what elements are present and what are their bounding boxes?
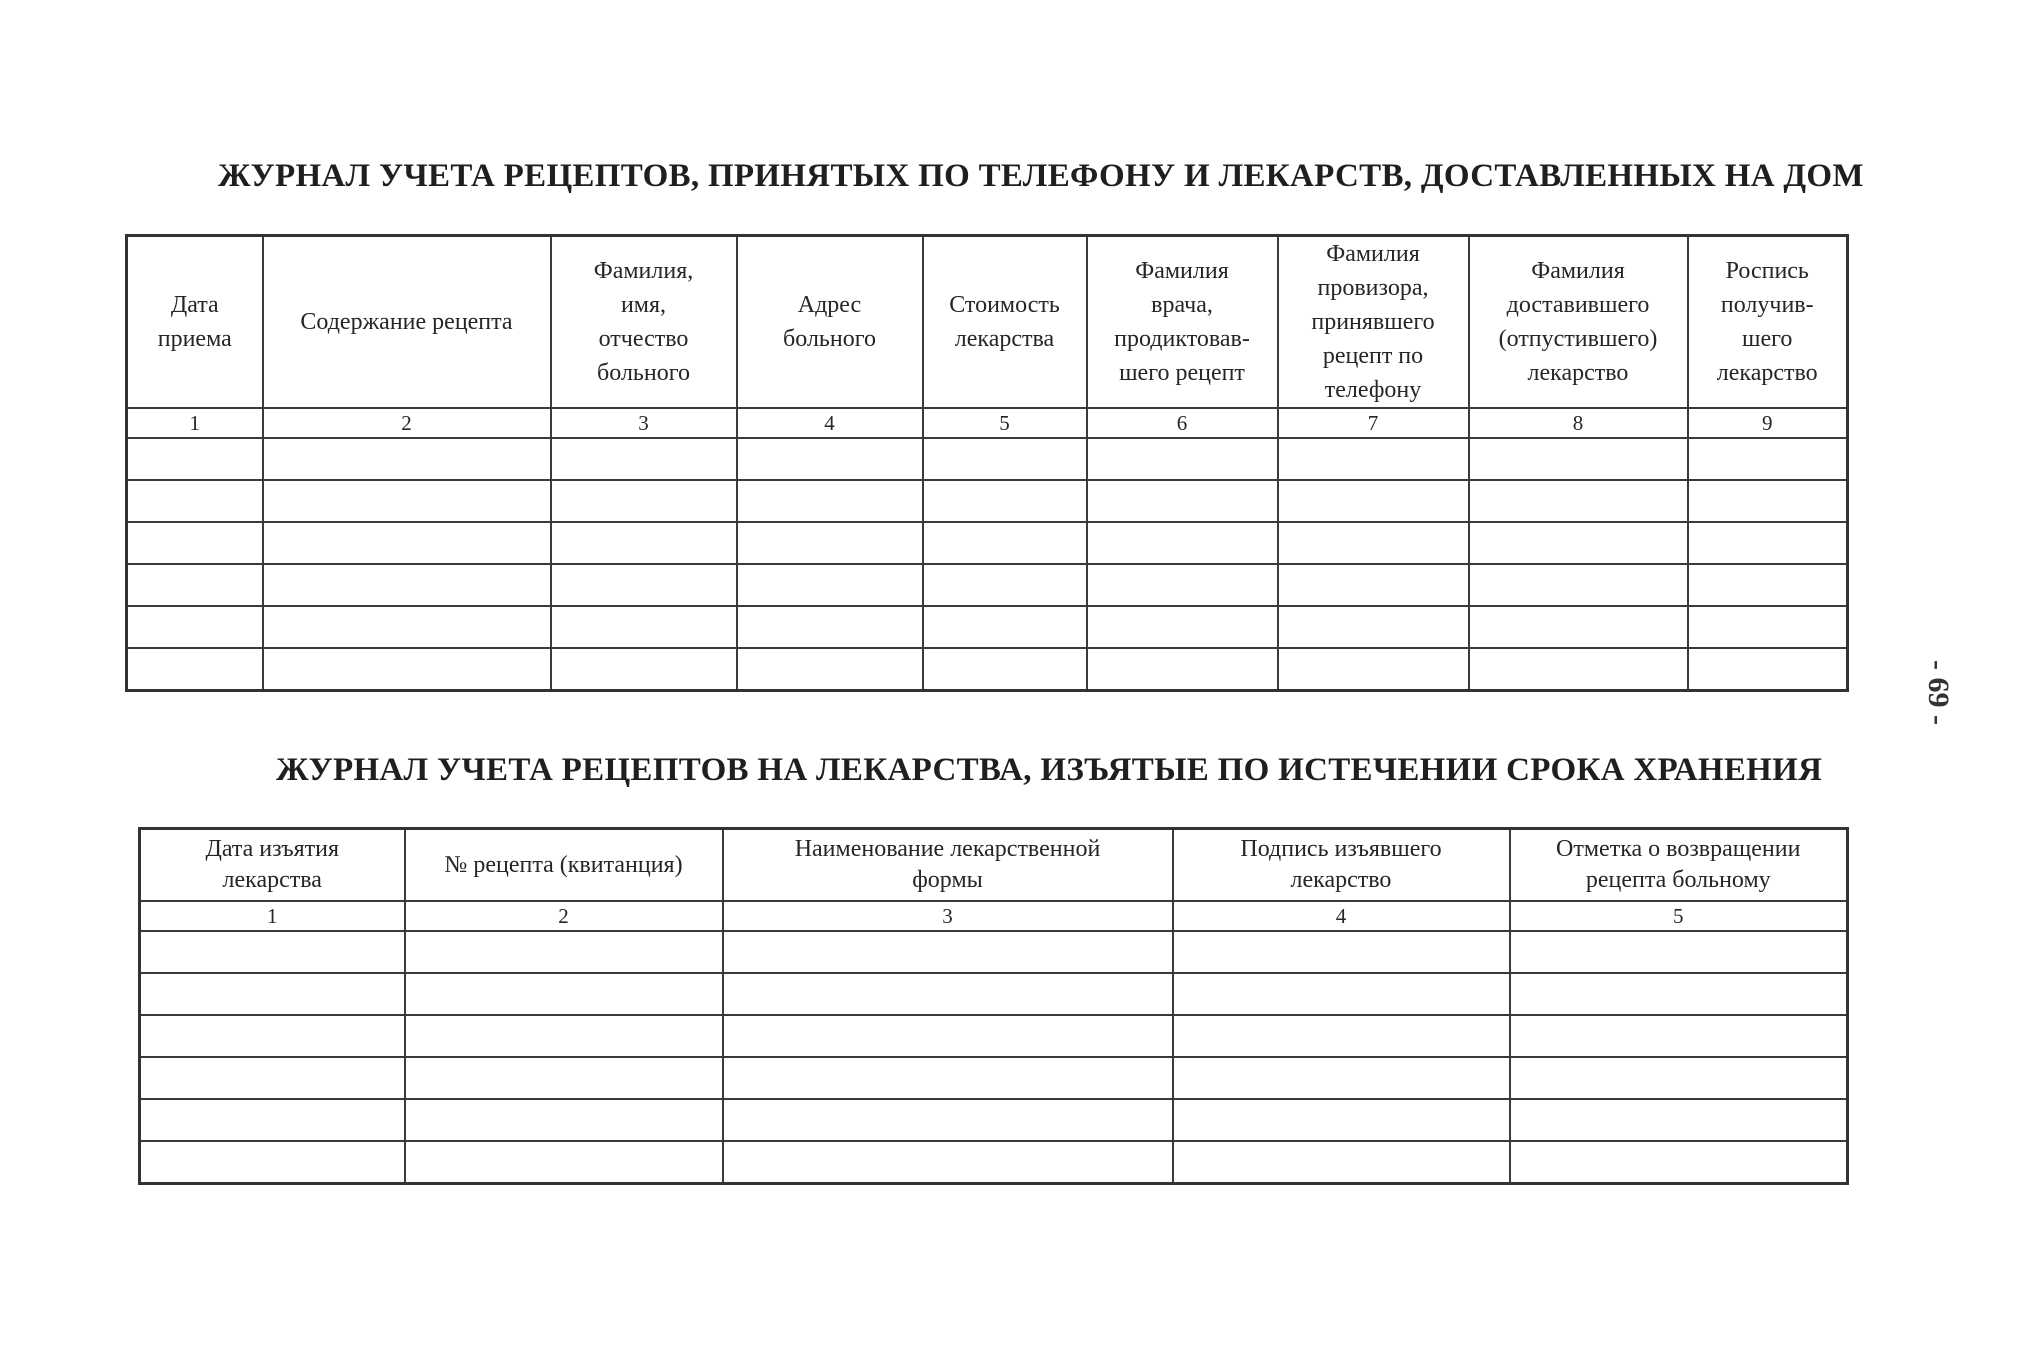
table-cell[interactable]: [263, 480, 551, 522]
table-cell[interactable]: [1688, 522, 1848, 564]
table-cell[interactable]: [1087, 564, 1278, 606]
table-cell[interactable]: [140, 931, 405, 973]
table-row: [127, 438, 1848, 480]
table-cell[interactable]: [1688, 606, 1848, 648]
table-cell[interactable]: [923, 480, 1087, 522]
column-number: 3: [551, 408, 737, 438]
page-number: - 69 -: [1922, 660, 1955, 725]
table-cell[interactable]: [1278, 648, 1469, 691]
table-cell[interactable]: [405, 931, 723, 973]
table-cell[interactable]: [1469, 606, 1688, 648]
table-cell[interactable]: [723, 1015, 1173, 1057]
table-cell[interactable]: [1173, 1099, 1510, 1141]
table-cell[interactable]: [923, 564, 1087, 606]
table-cell[interactable]: [1173, 1057, 1510, 1099]
column-number: 8: [1469, 408, 1688, 438]
table-cell[interactable]: [1087, 606, 1278, 648]
table-cell[interactable]: [551, 480, 737, 522]
table-cell[interactable]: [263, 648, 551, 691]
table-cell[interactable]: [1278, 522, 1469, 564]
column-header: Дата приема: [127, 236, 263, 409]
column-header: Дата изъятия лекарства: [140, 829, 405, 902]
table-cell[interactable]: [1087, 480, 1278, 522]
journal1-title: ЖУРНАЛ УЧЕТА РЕЦЕПТОВ, ПРИНЯТЫХ ПО ТЕЛЕФОНУ И ЛЕКАРСТВ, ДОСТАВЛЕННЫХ НА ДОМ: [218, 158, 1864, 194]
table-row: [140, 1099, 1848, 1141]
table-cell[interactable]: [1688, 438, 1848, 480]
column-number: 3: [723, 901, 1173, 931]
column-number: 2: [263, 408, 551, 438]
column-header: Адрес больного: [737, 236, 923, 409]
table-cell[interactable]: [551, 648, 737, 691]
table-cell[interactable]: [737, 606, 923, 648]
column-number: 1: [127, 408, 263, 438]
table-cell[interactable]: [1510, 973, 1848, 1015]
table-cell[interactable]: [1510, 1099, 1848, 1141]
table-cell[interactable]: [737, 648, 923, 691]
table-cell[interactable]: [1278, 438, 1469, 480]
table-cell[interactable]: [1469, 648, 1688, 691]
table-cell[interactable]: [551, 438, 737, 480]
table-cell[interactable]: [140, 1099, 405, 1141]
table-row: [127, 522, 1848, 564]
table-cell[interactable]: [1469, 480, 1688, 522]
column-number: 4: [737, 408, 923, 438]
table-row: [140, 1141, 1848, 1184]
table-cell[interactable]: [405, 1099, 723, 1141]
column-number: 7: [1278, 408, 1469, 438]
table-cell[interactable]: [127, 606, 263, 648]
table-cell[interactable]: [551, 606, 737, 648]
table-cell[interactable]: [127, 480, 263, 522]
table-cell[interactable]: [737, 438, 923, 480]
table-cell[interactable]: [1469, 438, 1688, 480]
table-row: [127, 480, 1848, 522]
table-cell[interactable]: [1469, 522, 1688, 564]
journal2-table: [138, 827, 1849, 1185]
table-cell[interactable]: [127, 522, 263, 564]
table-cell[interactable]: [1173, 973, 1510, 1015]
table-cell[interactable]: [263, 438, 551, 480]
table-cell[interactable]: [405, 973, 723, 1015]
table-cell[interactable]: [263, 564, 551, 606]
table-row: [127, 564, 1848, 606]
table-cell[interactable]: [1173, 931, 1510, 973]
column-number: 5: [923, 408, 1087, 438]
table-cell[interactable]: [1278, 480, 1469, 522]
table-cell[interactable]: [1173, 1141, 1510, 1184]
table-cell[interactable]: [1510, 1141, 1848, 1184]
table-cell[interactable]: [1510, 931, 1848, 973]
table-cell[interactable]: [551, 522, 737, 564]
column-header: Фамилия доставившего (отпустившего) лекарство: [1469, 236, 1688, 409]
table-cell[interactable]: [140, 1141, 405, 1184]
table-cell[interactable]: [405, 1015, 723, 1057]
table-cell[interactable]: [1510, 1015, 1848, 1057]
journal2-title: ЖУРНАЛ УЧЕТА РЕЦЕПТОВ НА ЛЕКАРСТВА, ИЗЪЯТЫЕ ПО ИСТЕЧЕНИИ СРОКА ХРАНЕНИЯ: [276, 752, 1823, 788]
column-header: Подпись изъявшего лекарство: [1173, 829, 1510, 902]
table-cell[interactable]: [923, 438, 1087, 480]
table-cell[interactable]: [551, 564, 737, 606]
journal1-header-row: [127, 236, 1848, 409]
column-header: Наименование лекарственной формы: [723, 829, 1173, 902]
table-cell[interactable]: [140, 1057, 405, 1099]
table-cell[interactable]: [1173, 1015, 1510, 1057]
table-cell[interactable]: [263, 522, 551, 564]
table-cell[interactable]: [737, 522, 923, 564]
table-row: [140, 973, 1848, 1015]
table-cell[interactable]: [1688, 648, 1848, 691]
table-cell[interactable]: [1087, 438, 1278, 480]
table-cell[interactable]: [723, 1141, 1173, 1184]
column-header: Фамилия врача, продиктовав- шего рецепт: [1087, 236, 1278, 409]
table-row: [140, 1057, 1848, 1099]
table-cell[interactable]: [723, 1099, 1173, 1141]
table-cell[interactable]: [923, 606, 1087, 648]
column-number: 1: [140, 901, 405, 931]
column-header: Фамилия провизора, принявшего рецепт по телефону: [1278, 236, 1469, 409]
column-number: 2: [405, 901, 723, 931]
table-cell[interactable]: [140, 1015, 405, 1057]
column-number: 4: [1173, 901, 1510, 931]
table-cell[interactable]: [737, 564, 923, 606]
table-cell[interactable]: [1278, 564, 1469, 606]
table-cell[interactable]: [737, 480, 923, 522]
table-cell[interactable]: [140, 973, 405, 1015]
table-cell[interactable]: [923, 648, 1087, 691]
journal1-table: [125, 234, 1849, 692]
table-cell[interactable]: [1278, 606, 1469, 648]
table-row: [140, 1015, 1848, 1057]
table-cell[interactable]: [263, 606, 551, 648]
table-cell[interactable]: [1087, 522, 1278, 564]
journal1-number-row: [127, 408, 1848, 438]
table-cell[interactable]: [723, 973, 1173, 1015]
column-header: № рецепта (квитанция): [405, 829, 723, 902]
table-cell[interactable]: [723, 931, 1173, 973]
table-cell[interactable]: [127, 438, 263, 480]
table-cell[interactable]: [1087, 648, 1278, 691]
table-cell[interactable]: [1510, 1057, 1848, 1099]
column-header: Фамилия, имя, отчество больного: [551, 236, 737, 409]
column-number: 9: [1688, 408, 1848, 438]
column-header: Роспись получив- шего лекарство: [1688, 236, 1848, 409]
table-cell[interactable]: [1469, 564, 1688, 606]
column-header: Содержание рецепта: [263, 236, 551, 409]
table-row: [127, 606, 1848, 648]
table-cell[interactable]: [1688, 564, 1848, 606]
column-number: 5: [1510, 901, 1848, 931]
table-cell[interactable]: [127, 564, 263, 606]
table-row: [140, 931, 1848, 973]
table-cell[interactable]: [405, 1057, 723, 1099]
table-cell[interactable]: [723, 1057, 1173, 1099]
journal2-header-row: [140, 829, 1848, 902]
table-cell[interactable]: [1688, 480, 1848, 522]
column-header: Отметка о возвращении рецепта больному: [1510, 829, 1848, 902]
column-header: Стоимость лекарства: [923, 236, 1087, 409]
table-row: [127, 648, 1848, 691]
table-cell[interactable]: [127, 648, 263, 691]
table-cell[interactable]: [923, 522, 1087, 564]
table-cell[interactable]: [405, 1141, 723, 1184]
journal2-number-row: [140, 901, 1848, 931]
column-number: 6: [1087, 408, 1278, 438]
